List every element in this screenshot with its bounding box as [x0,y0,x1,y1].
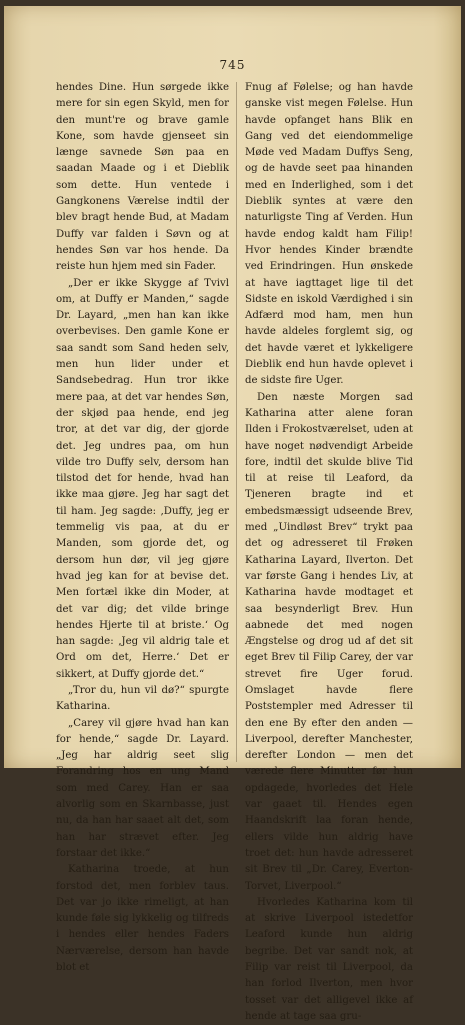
paragraph: Hvorledes Katharina kom til at skrive Liverpool istedetfor Leaford kunde hun aldrig begribe. Det var sandt nok, at Filip var reist til Liverpool, da han forlod Ilverton, men hvor tosset var det alligevel ikke af hende at tage saa gru- [245,896,413,1022]
paragraph: „Carey vil gjøre hvad han kan for hende,“ sagde Dr. Layard. „Jeg har aldrig seet slig Forandring hos en ung Mand som med Carey. Han er saa alvorlig som en Skarnbasse, just nu, da han har saaet alt det, som han har strævet efter. Jeg forstaar det ikke.“ [56,717,229,859]
paragraph: „Tror du, hun vil dø?“ spurgte Katharina. [56,684,229,713]
paragraph: hendes Dine. Hun sørgede ikke mere for sin egen Skyld, men for den munt're og brave gamle Kone, som havde gjenseet sin længe savnede Søn paa en saadan Maade og i et Dieblik som dette. Hun ventede i Gangkonens Værelse indtil der blev bragt hende Bud, at Madam Duffy var falden i Søvn og at hendes Søn var hos hende. Da reiste hun hjem med sin Fader. [56,82,229,273]
page-number: 745 [219,58,246,72]
right-column [245,80,413,1025]
column-divider [236,82,237,762]
book-page [4,6,461,1022]
paragraph: Fnug af Følelse; og han havde ganske vist megen Følelse. Hun havde opfanget hans Blik en Gang ved det eiendommelige Møde ved Madam Duffys Seng, og de havde seet paa hinanden med en Inderlighed, som i det Dieblik syntes at være den naturligste Ting af Verden. Hun havde endog kaldt ham Filip! Hvor hendes Kinder brændte ved Erindringen. Hun ønskede at have iagttaget lige til det Sidste en iskold Værdighed i sin Adfærd mod ham, men hun havde aldeles forglemt sig, og det havde været et lykkeligere Dieblik end hun havde oplevet i de sidste fire Uger. [245,82,413,387]
paragraph: Katharina troede, at hun forstod det, men forblev taus. Det var jo ikke rimeligt, at han kunde føle sig lykkelig og tilfreds i hendes eller hendes Faders Nærværelse, dersom han havde blot et [56,864,229,974]
paragraph: „Der er ikke Skygge af Tvivl om, at Duffy er Manden,“ sagde Dr. Layard, „men han kan ikke overbevises. Den gamle Kone er saa sandt som Sand heden selv, men hun lider under et Sandsebedrag. Hun tror ikke mere paa, at det var hendes Søn, der skjød paa hende, end jeg tror, at det var dig, der gjorde det. Jeg undres paa, om hun vilde tro Duffy selv, dersom han tilstod det for hende, hvad han ikke maa gjøre. Jeg har sagt det til ham. Jeg sagde: ‚Duffy, jeg er temmelig vis paa, at du er Manden, som gjorde det, og dersom hun dør, vil jeg gjøre hvad jeg kan for at bevise det. Men fortæl ikke din Moder, at det var dig; det vilde bringe hendes Hjerte til at briste.‘ Og han sagde: ‚Jeg vil aldrig tale et Ord om det, Herre.‘ Det er sikkert, at Duffy gjorde det.“ [56,277,229,680]
paragraph: Den næste Morgen sad Katharina atter alene foran Ilden i Frokostværelset, uden at have noget nødvendigt Arbeide fore, indtil det skulde blive Tid til at reise til Leaford, da Tjeneren bragte ind et embedsmæssigt udseende Brev, med „Uindløst Brev“ trykt paa det og adresseret til Frøken Katharina Layard, Ilverton. Det var første Gang i hendes Liv, at Katharina havde modtaget et saa besynderligt Brev. Hun aabnede det med nogen Ængstelse og drog ud af det sit eget Brev til Filip Carey, der var strevet fire Uger forud. Omslaget havde flere Poststempler med Adresser til den ene By efter den anden — Liverpool, derefter Manchester, derefter London — men det værede flere Minutter før hun opdagede, hvorledes det Hele var gaaet til. Hendes egen Haandskrift laa foran hende, ellers vilde hun aldrig have troet det: hun havde adresseret sit Brev til „Dr. Carey, Everton-Torvet, Liverpool.“ [245,391,413,892]
left-column [56,80,229,976]
